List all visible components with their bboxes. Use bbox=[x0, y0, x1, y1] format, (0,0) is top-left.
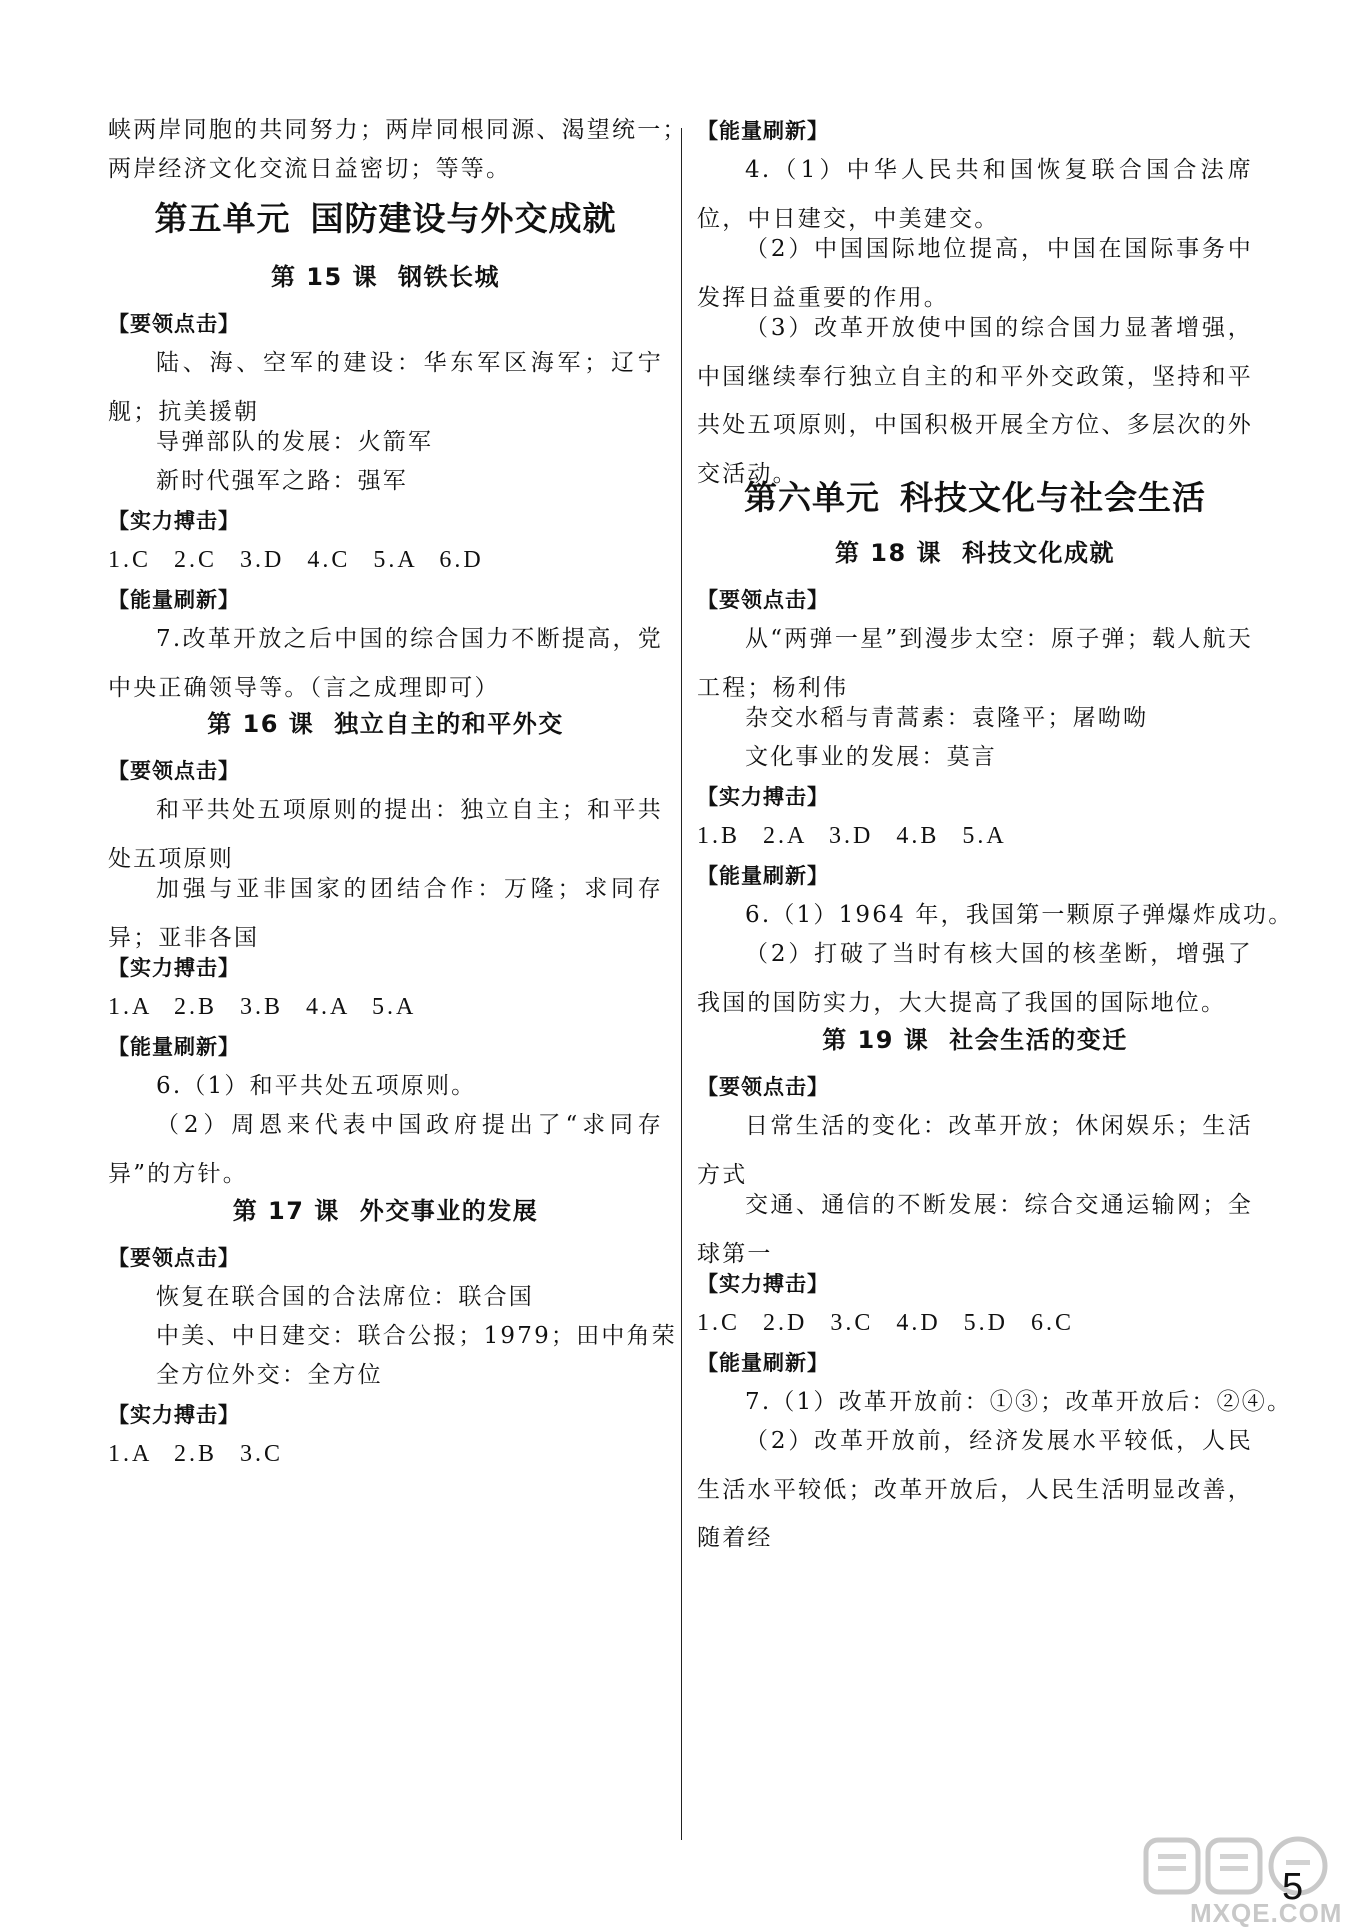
section-tag-yaoling: 【要领点击】 bbox=[108, 1246, 240, 1270]
key-point: 中美、中日建交：联合公报；1979；田中角荣 bbox=[156, 1323, 677, 1349]
section-tag-nengliang: 【能量刷新】 bbox=[108, 1035, 240, 1059]
section-tag-nengliang: 【能量刷新】 bbox=[108, 588, 240, 612]
key-point: 全方位外交：全方位 bbox=[156, 1362, 383, 1388]
lesson-number: 第 19 课 bbox=[822, 1026, 930, 1054]
section-tag-nengliang: 【能量刷新】 bbox=[697, 864, 829, 888]
answer-line: 1.C 2.C 3.D 4.C 5.A 6.D bbox=[108, 547, 484, 573]
answer-paragraph: 4.（1）中华人民共和国恢复联合国合法席位，中日建交，中美建交。 bbox=[697, 157, 1253, 232]
section-tag-yaoling: 【要领点击】 bbox=[108, 759, 240, 783]
section-tag-shili: 【实力搏击】 bbox=[108, 956, 240, 980]
key-point: 日常生活的变化：改革开放；休闲娱乐；生活方式 bbox=[697, 1113, 1253, 1188]
key-point: 陆、海、空军的建设：华东军区海军；辽宁舰；抗美援朝 bbox=[108, 350, 663, 425]
answer-paragraph: 7.（1）改革开放前：①③；改革开放后：②④。 bbox=[745, 1389, 1293, 1415]
lesson-name: 独立自主的和平外交 bbox=[334, 710, 564, 738]
unit-heading bbox=[108, 191, 663, 247]
unit-heading bbox=[697, 470, 1253, 526]
answer-line: 1.A 2.B 3.C bbox=[108, 1441, 284, 1467]
unit-number: 第五单元 bbox=[154, 199, 291, 238]
section-tag-shili: 【实力搏击】 bbox=[697, 785, 829, 809]
column-divider bbox=[681, 128, 682, 1840]
section-tag-shili: 【实力搏击】 bbox=[108, 509, 240, 533]
answer-paragraph: 7.改革开放之后中国的综合国力不断提高，党中央正确领导等。（言之成理即可） bbox=[108, 626, 663, 701]
key-point: 杂交水稻与青蒿素：袁隆平；屠呦呦 bbox=[745, 705, 1149, 731]
lesson-number: 第 16 课 bbox=[207, 710, 315, 738]
section-tag-yaoling: 【要领点击】 bbox=[108, 312, 240, 336]
answer-paragraph: 6.（1）和平共处五项原则。 bbox=[156, 1073, 477, 1099]
answer-paragraph: （2）改革开放前，经济发展水平较低，人民生活水平较低；改革开放后，人民生活明显改善，随着经 bbox=[697, 1428, 1253, 1551]
lesson-number: 第 15 课 bbox=[270, 263, 379, 291]
lesson-heading bbox=[108, 1187, 663, 1236]
key-point: 文化事业的发展：莫言 bbox=[745, 744, 997, 770]
lesson-name: 科技文化成就 bbox=[962, 539, 1116, 567]
answer-paragraph: （2）打破了当时有核大国的核垄断，增强了我国的国防实力，大大提高了我国的国际地位。 bbox=[697, 941, 1253, 1016]
answer-line: 1.B 2.A 3.D 4.B 5.A bbox=[697, 823, 1007, 849]
answer-line: 1.A 2.B 3.B 4.A 5.A bbox=[108, 994, 417, 1020]
continued-line: 峡两岸同胞的共同努力；两岸同根同源、渴望统一； bbox=[108, 117, 688, 143]
answer-paragraph: （2）中国国际地位提高，中国在国际事务中发挥日益重要的作用。 bbox=[697, 236, 1253, 311]
lesson-heading bbox=[697, 1016, 1253, 1065]
unit-name: 科技文化与社会生活 bbox=[900, 478, 1206, 517]
key-point: 从“两弹一星”到漫步太空：原子弹；载人航天工程；杨利伟 bbox=[697, 626, 1253, 701]
answer-paragraph: 6.（1）1964 年，我国第一颗原子弹爆炸成功。 bbox=[745, 902, 1294, 928]
key-point: 新时代强军之路：强军 bbox=[156, 468, 408, 494]
section-tag-yaoling: 【要领点击】 bbox=[697, 588, 829, 612]
answer-paragraph: （2）周恩来代表中国政府提出了“求同存异”的方针。 bbox=[108, 1112, 663, 1187]
lesson-name: 外交事业的发展 bbox=[359, 1197, 539, 1225]
answer-paragraph: （3）改革开放使中国的综合国力显著增强，中国继续奉行独立自主的和平外交政策，坚持和平共处五项原则，中国积极开展全方位、多层次的外交活动。 bbox=[697, 315, 1253, 487]
section-tag-nengliang: 【能量刷新】 bbox=[697, 1351, 829, 1375]
section-tag-yaoling: 【要领点击】 bbox=[697, 1075, 829, 1099]
unit-name: 国防建设与外交成就 bbox=[310, 199, 617, 238]
continued-line: 两岸经济文化交流日益密切；等等。 bbox=[108, 156, 512, 182]
watermark-text: MXQE.COM bbox=[1190, 1898, 1343, 1928]
page-number: 5 bbox=[1282, 1866, 1304, 1908]
answer-line: 1.C 2.D 3.C 4.D 5.D 6.C bbox=[697, 1310, 1075, 1336]
key-point: 加强与亚非国家的团结合作：万隆；求同存异；亚非各国 bbox=[108, 876, 663, 951]
lesson-heading bbox=[108, 253, 663, 302]
section-tag-shili: 【实力搏击】 bbox=[108, 1403, 240, 1427]
lesson-heading bbox=[108, 700, 663, 749]
lesson-name: 钢铁长城 bbox=[398, 263, 501, 291]
lesson-number: 第 17 课 bbox=[232, 1197, 340, 1225]
key-point: 导弹部队的发展：火箭军 bbox=[156, 429, 434, 455]
key-point: 和平共处五项原则的提出：独立自主；和平共处五项原则 bbox=[108, 797, 663, 872]
section-tag-shili: 【实力搏击】 bbox=[697, 1272, 829, 1296]
unit-number: 第六单元 bbox=[744, 478, 880, 517]
key-point: 交通、通信的不断发展：综合交通运输网；全球第一 bbox=[697, 1192, 1253, 1267]
section-tag-nengliang: 【能量刷新】 bbox=[697, 119, 829, 143]
key-point: 恢复在联合国的合法席位：联合国 bbox=[156, 1284, 534, 1310]
lesson-heading bbox=[697, 529, 1253, 578]
lesson-name: 社会生活的变迁 bbox=[949, 1026, 1128, 1054]
lesson-number: 第 18 课 bbox=[834, 539, 943, 567]
